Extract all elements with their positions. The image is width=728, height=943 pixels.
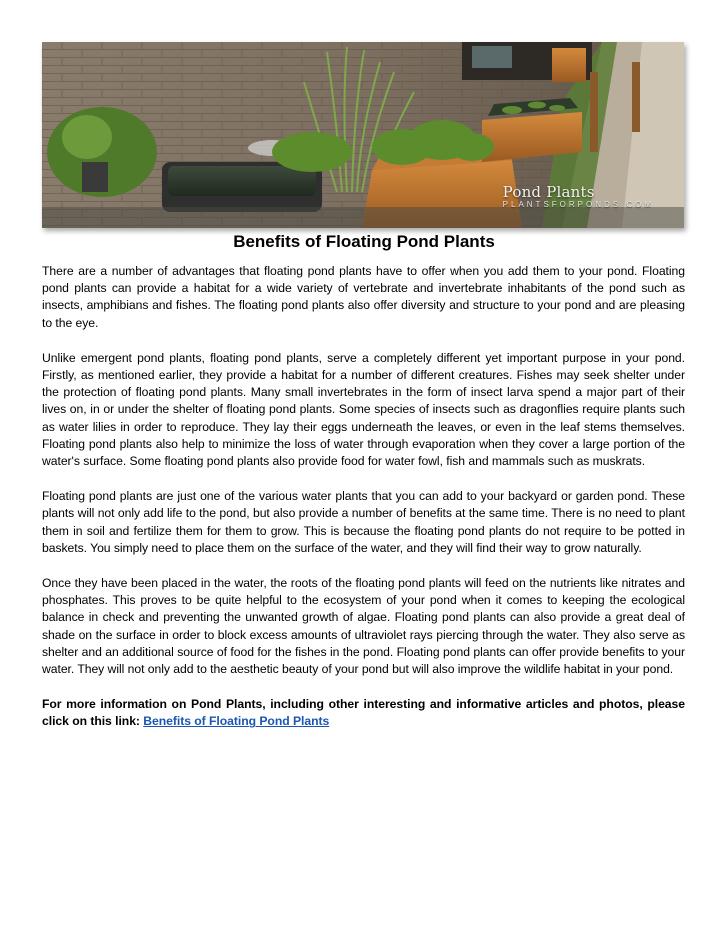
header-photo: [42, 42, 684, 228]
paragraph-1: There are a number of advantages that floating pond plants have to offer when you add them to your pond. Floating pond plants can provide a habitat for a wide variety of vertebrate and invertebrate inhabitants of the pond such as insects, amphibians and fishes. The floating pond plants also offer diversity and structure to your pond and are pleasing to the eye.: [42, 264, 685, 330]
more-info-paragraph: [42, 696, 685, 730]
article-body: [42, 263, 685, 749]
paragraph-3: Floating pond plants are just one of the various water plants that you can add to your backyard or garden pond. These plants will not only add life to the pond, but also provide a number of benefits at the same time. There is no need to plant them in soil and fertilize them for them to grow. This is because the floating pond plants do not require to be potted in baskets. You simply need to place them on the surface of the water, and they will find their way to grow naturally.: [42, 489, 685, 555]
benefits-link[interactable]: Benefits of Floating Pond Plants: [143, 714, 330, 729]
brand-title: Pond Plants: [502, 183, 595, 201]
brand-subtitle: PLANTSFORPONDS.COM: [502, 200, 654, 209]
more-info-text: For more information on Pond Plants, including other interesting and informative articles and photos, please click on this link:: [42, 697, 685, 729]
paragraph-4: Once they have been placed in the water, the roots of the floating pond plants will feed on the nutrients like nitrates and phosphates. This proves to be quite helpful to the ecosystem of your pond when it comes to keeping the ecological balance in check and preventing the unwanted growth of algae. Floating pond plants can also provide a great deal of shade on the surface in order to block excess amounts of ultraviolet rays piercing through the water. They also serve as shelter and an additional source of food for the fishes in the pond. Floating pond plants can offer provide benefits to your water. They will not only add to the aesthetic beauty of your pond but will also improve the wildlife habitat in your pond.: [42, 576, 685, 677]
article-title: Benefits of Floating Pond Plants: [233, 232, 495, 251]
brand-watermark: [503, 184, 654, 210]
paragraph-2: Unlike emergent pond plants, floating pond plants, serve a completely different yet important purpose in your pond. Firstly, as mentioned earlier, they provide a habitat for a number of different creatures. Fishes may seek shelter under the protection of floating pond plants. Many small invertebrates in the form of insect larva spend a major part of their lives on, in or under the shelter of floating pond plants. Some species of insects such as dragonflies require plants such as water lilies in order to reproduce. They lay their eggs underneath the leaves, or even in the leaf stems themselves. Floating pond plants also help to minimize the loss of water through evaporation when they cover a large portion of the water's surface. Some floating pond plants also provide food for water fowl, fish and mammals such as muskrats.: [42, 350, 685, 469]
